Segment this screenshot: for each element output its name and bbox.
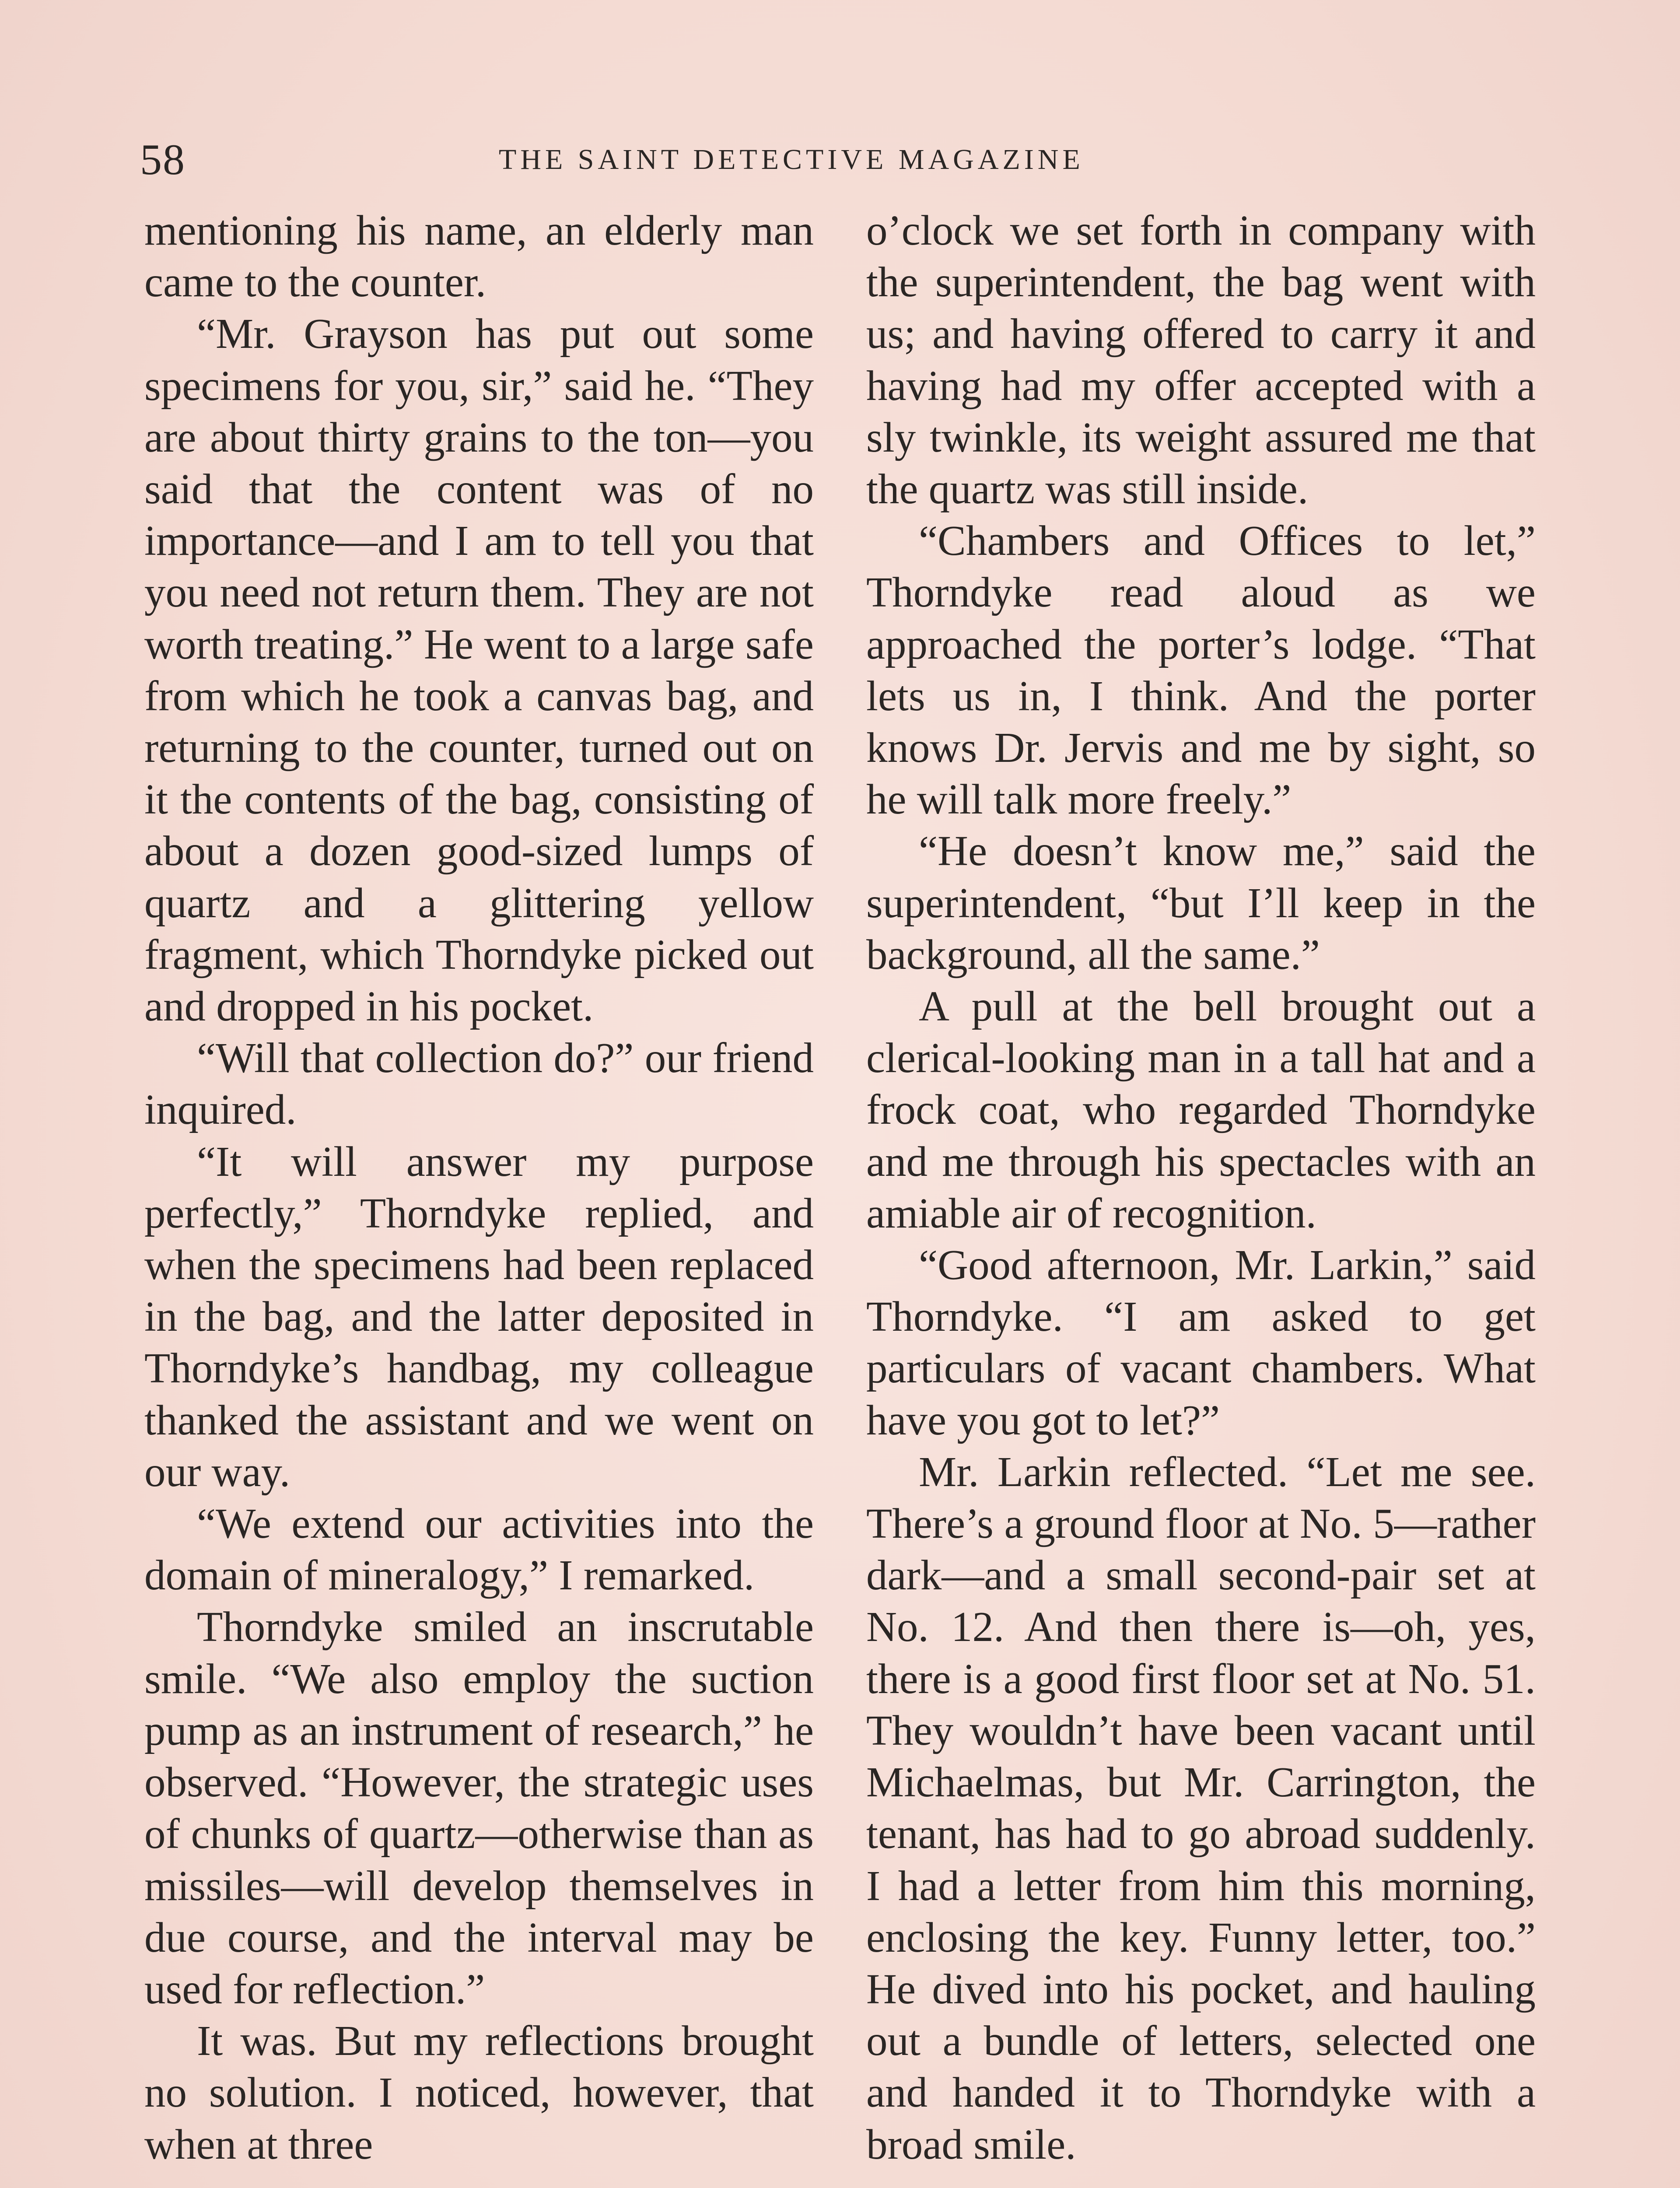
paragraph: “Good afternoon, Mr. Larkin,” said Thorndyke. “I am asked to get particulars of vacant chambers. What have you got to let?” — [866, 1241, 1536, 1444]
paragraph: “Mr. Grayson has put out some specimens for you, sir,” said he. “They are about thirty grains to the ton—you said that the content was of no importance—and I am to tell you that you need not return them. They are not worth treating.” He went to a large safe from which he took a canvas bag, and returning to the counter, turned out on it the contents of the bag, consisting of about a dozen good-sized lumps of quartz and a glittering yellow fragment, which Thorndyke picked out and dropped in his pocket. — [144, 310, 814, 1030]
paragraph: “Chambers and Offices to let,” Thorndyke read aloud as we approached the porter’s lodge. “That lets us in, I think. And the porter knows Dr. Jervis and me by sight, so he will talk more freely.” — [866, 517, 1536, 823]
paragraph: “He doesn’t know me,” said the superintendent, “but I’ll keep in the background, all the same.” — [866, 828, 1536, 978]
page-number: 58 — [140, 135, 186, 184]
paragraph: Thorndyke smiled an inscrutable smile. “We also employ the suction pump as an instrument of research,” he observed. “However, the strategic uses of chunks of quartz—otherwise than as missiles—will develop themselves in due course, and the interval may be used for reflection.” — [144, 1603, 814, 2013]
text-column-left — [144, 205, 814, 2170]
paragraph: “Will that collection do?” our friend inquired. — [144, 1034, 814, 1133]
paragraph: Mr. Larkin reflected. “Let me see. There’s a ground floor at No. 5—rather dark—and a small second-pair set at No. 12. And then there is—oh, yes, there is a good first floor set at No. 51. They wouldn’t have been vacant until Michaelmas, but Mr. Carrington, the tenant, has had to go abroad suddenly. I had a letter from him this morning, enclosing the key. Funny letter, too.” He dived into his pocket, and hauling out a bundle of letters, selected one and handed it to Thorndyke with a broad smile. — [866, 1448, 1536, 2168]
paragraph: “We extend our activities into the domain of mineralogy,” I remarked. — [144, 1500, 814, 1599]
paragraph: mentioning his name, an elderly man came to the counter. — [144, 207, 814, 306]
paragraph: It was. But my reflections brought no solution. I noticed, however, that when at three — [144, 2017, 814, 2168]
paragraph: o’clock we set forth in company with the superintendent, the bag went with us; and having offered to carry it and having had my offer accepted with a sly twinkle, its weight assured me that the quartz was still inside. — [866, 207, 1536, 513]
paragraph: A pull at the bell brought out a clerical-looking man in a tall hat and a frock coat, who regarded Thorndyke and me through his spectacles with an amiable air of recognition. — [866, 983, 1536, 1237]
text-column-right — [866, 205, 1536, 2170]
page-header — [140, 131, 1540, 188]
running-title: THE SAINT DETECTIVE MAGAZINE — [499, 144, 1084, 175]
paragraph: “It will answer my purpose perfectly,” Thorndyke replied, and when the specimens had been replaced in the bag, and the latter deposited in Thorndyke’s handbag, my colleague thanked the assistant and we went on our way. — [144, 1138, 814, 1495]
